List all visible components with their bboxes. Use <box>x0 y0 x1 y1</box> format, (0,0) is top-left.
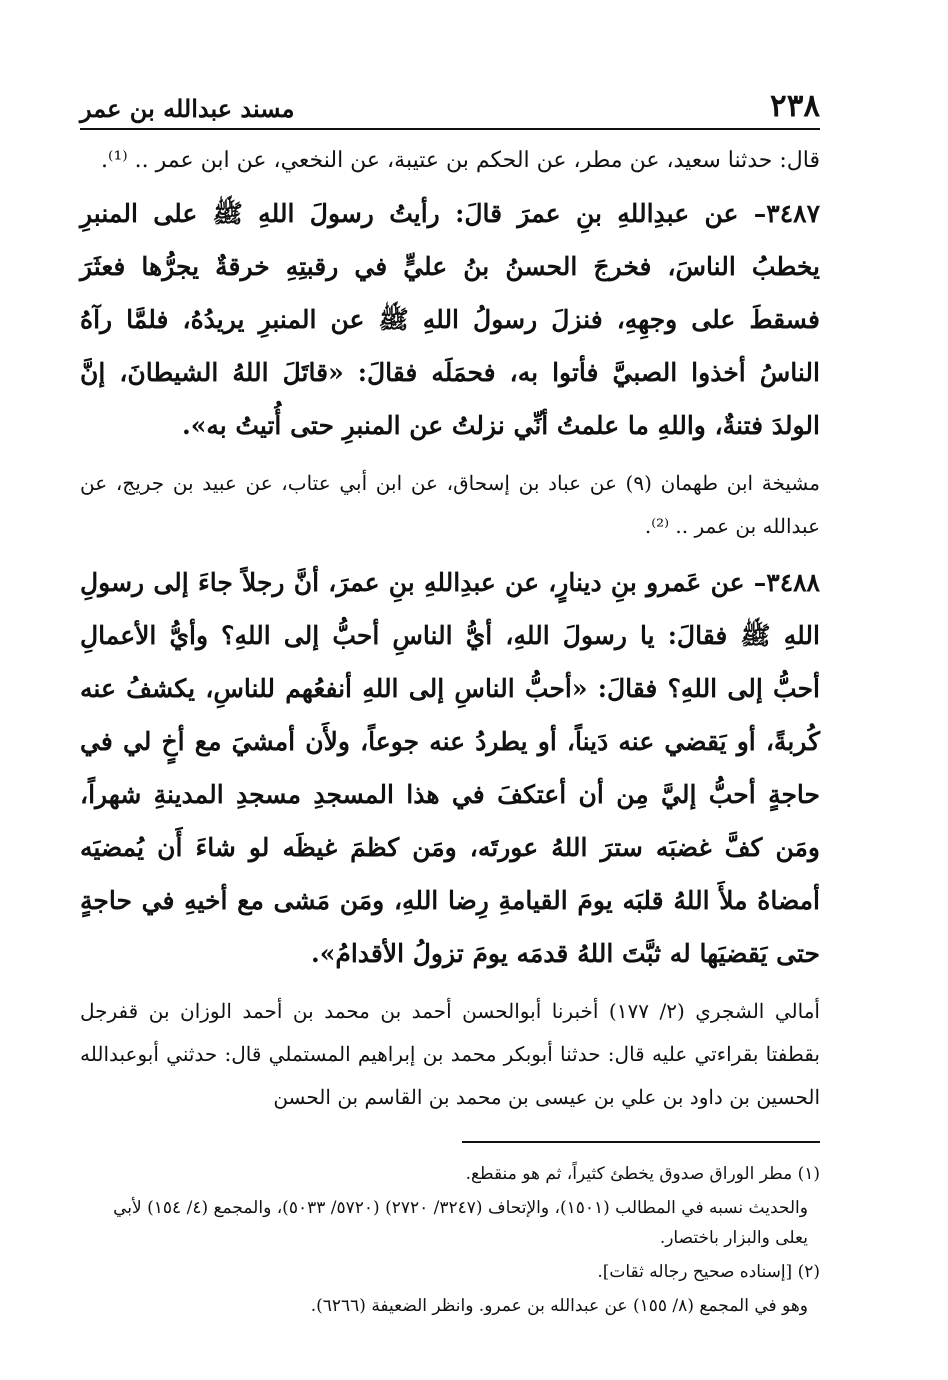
footnote-2: (٢) [إسناده صحيح رجاله ثقات]. <box>597 1262 820 1282</box>
footnote-2-continuation: وهو في المجمع (٨/ ١٥٥) عن عبدالله بن عمرو. وانظر الضعيفة (٦٢٦٦). <box>310 1296 808 1316</box>
source-paragraph-2: مشيخة ابن طهمان (٩) عن عباد بن إسحاق، عن ابن أبي عتاب، عن عبيد بن جريج، عن عبدالله بن عمر .. ⁽²⁾. <box>80 471 820 538</box>
page-header <box>80 84 820 130</box>
footnote-1: (١) مطر الوراق صدوق يخطئ كثيراً، ثم هو منقطع. <box>465 1164 820 1184</box>
footnote-divider <box>462 1141 820 1143</box>
hadith-text: عن عبدِاللهِ بنِ عمرَ قالَ: رأيتُ رسولَ اللهِ ﷺ على المنبرِ يخطبُ الناسَ، فخرجَ الحسنُ بنُ عليٍّ في رقبتِهِ خرقةٌ يجرُّها فعثَرَ فسقطَ على وجهِهِ، فنزلَ رسولُ اللهِ ﷺ عن المنبرِ يريدُهُ، فلمَّا رآهُ الناسُ أخذوا الصبيَّ فأتوا به، فحمَلَه فقالَ: «قاتَلَ اللهُ الشيطانَ، إنَّ الولدَ فتنةٌ، واللهِ ما علمتُ أنِّي نزلتُ عن المنبرِ حتى أُتيتُ به». <box>80 199 820 440</box>
hadith-3488 <box>80 556 820 980</box>
hadith-text: عن عَمرو بنِ دينارٍ، عن عبدِاللهِ بنِ عمرَ، أنَّ رجلاً جاءَ إلى رسولِ اللهِ ﷺ فقالَ: يا رسولَ اللهِ، أيُّ الناسِ أحبُّ إلى اللهِ؟ وأيُّ الأعمالِ أحبُّ إلى اللهِ؟ فقالَ: «أحبُّ الناسِ إلى اللهِ أنفعُهم للناسِ، يكشفُ عنه كُربةً، أو يَقضي عنه دَيناً، أو يطردُ عنه جوعاً، ولأَن أمشيَ مع أخٍ لي في حاجةٍ أحبُّ إليَّ مِن أن أعتكفَ في هذا المسجدِ مسجدِ المدينةِ شهراً، ومَن كفَّ غضبَه سترَ اللهُ عورتَه، ومَن كظمَ غيظَه لو شاءَ أَن يُمضيَه أمضاهُ ملأَ اللهُ قلبَه يومَ القيامةِ رِضا اللهِ، ومَن مَشى مع أخيهِ في حاجةٍ حتى يَقضيَها له ثبَّتَ اللهُ قدمَه يومَ تزولُ الأقدامُ». <box>80 568 820 968</box>
footnote-1-continuation: والحديث نسبه في المطالب (١٥٠١)، والإتحاف (٣٢٤٧/ ٢٧٢٠) (٥٧٢٠/ ٥٠٣٣)، والمجمع (٤/ ١٥٤) لأبي يعلى والبزار باختصار. <box>113 1198 808 1248</box>
hadith-number: ٣٤٨٨– <box>753 568 820 597</box>
page-number: ٢٣٨ <box>770 88 820 124</box>
hadith-3487 <box>80 187 820 452</box>
source-paragraph-3: أمالي الشجري (٢/ ١٧٧) أخبرنا أبوالحسن أحمد بن محمد بن أحمد الوزان بن قفرجل بقطفتا بقراءتي عليه قال: حدثنا أبوبكر محمد بن إبراهيم المستملي قال: حدثني أبوعبدالله الحسين بن داود بن علي بن عيسى بن محمد بن القاسم بن الحسن <box>80 999 820 1109</box>
running-title: مسند عبدالله بن عمر <box>80 94 295 123</box>
isnad-paragraph-1: قال: حدثنا سعيد، عن مطر، عن الحكم بن عتيبة، عن النخعي، عن ابن عمر .. ⁽¹⁾. <box>101 148 820 173</box>
document-page <box>80 84 820 1325</box>
hadith-number: ٣٤٨٧– <box>753 199 820 228</box>
